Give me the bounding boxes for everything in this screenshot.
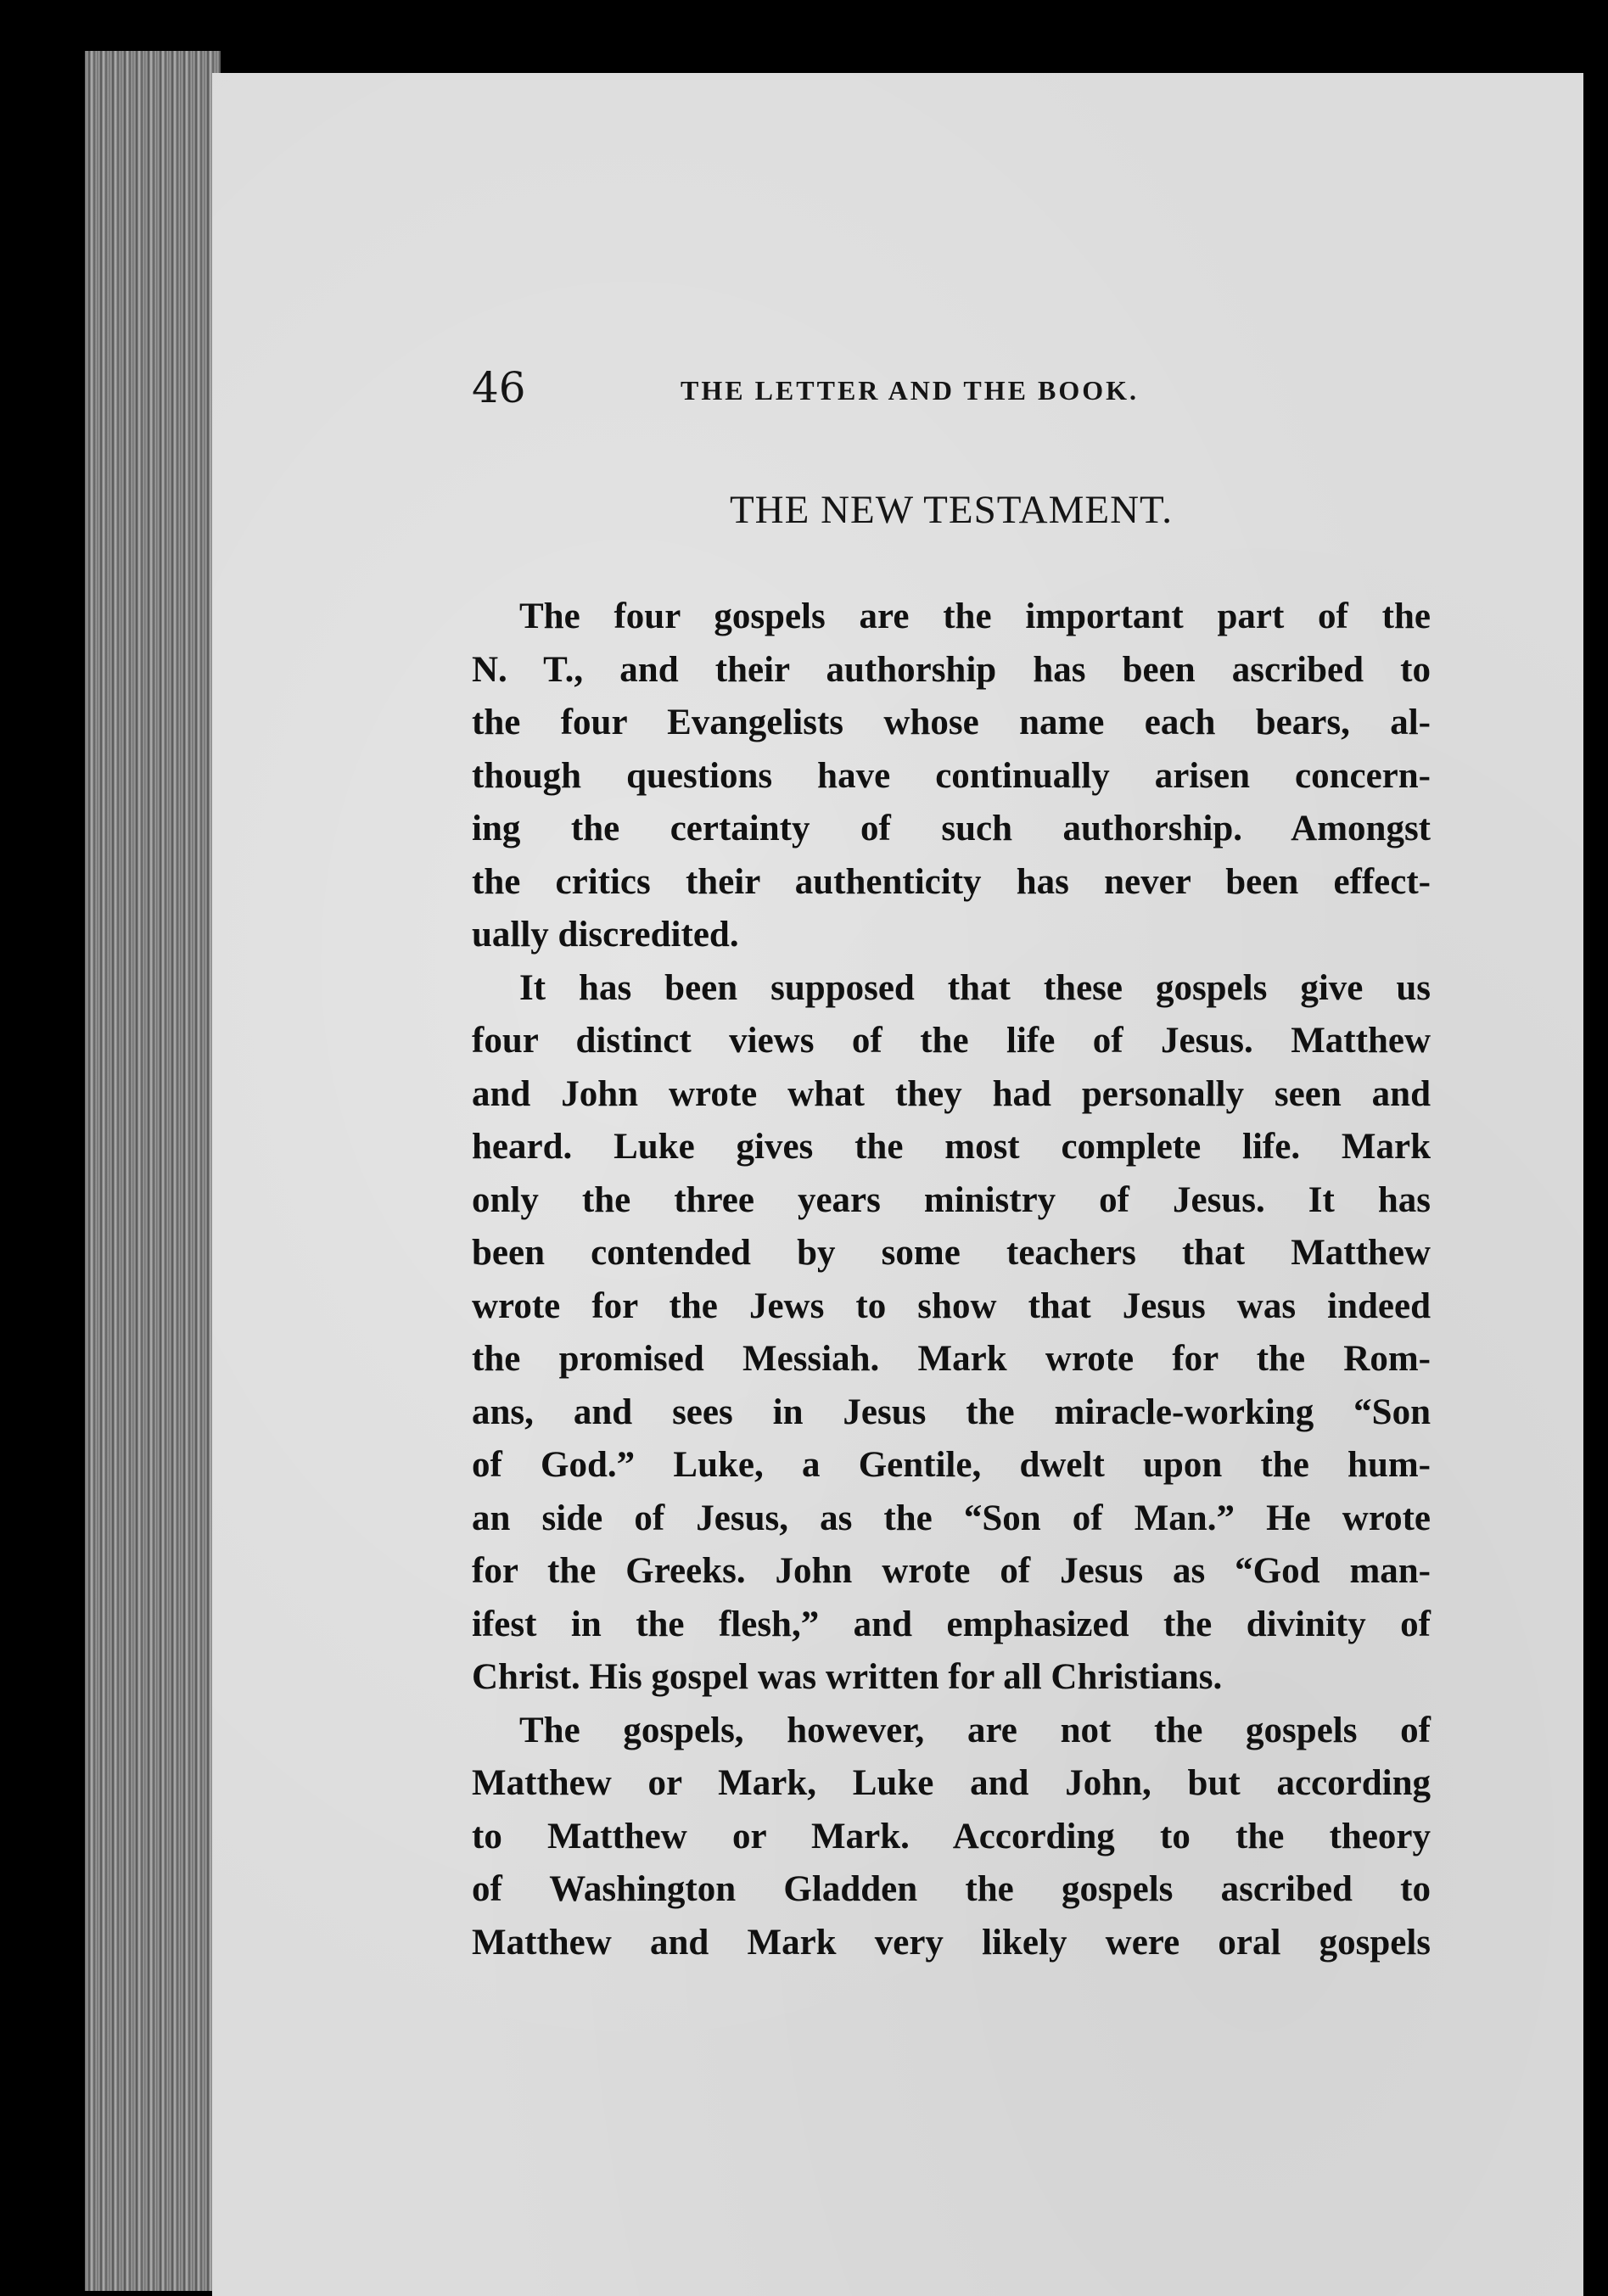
text-line: Matthew and Mark very likely were oral gospels — [472, 1922, 1431, 1963]
scan-border-right — [1583, 0, 1608, 2296]
text-line: an side of Jesus, as the “Son of Man.” He wrote — [472, 1498, 1431, 1538]
text-line: Christ. His gospel was written for all Christians. — [472, 1657, 1223, 1697]
running-head: THE LETTER AND THE BOOK. — [681, 375, 1139, 406]
text-line: to Matthew or Mark. According to the theory — [472, 1816, 1431, 1856]
text-line: and John wrote what they had personally seen and — [472, 1073, 1431, 1114]
page-number: 46 — [472, 363, 526, 412]
page-header — [472, 363, 1431, 423]
text-line: of Washington Gladden the gospels ascribed to — [472, 1869, 1431, 1909]
text-line: wrote for the Jews to show that Jesus was indeed — [472, 1285, 1431, 1326]
text-line: the four Evangelists whose name each bears, al- — [472, 703, 1431, 742]
text-line: of God.” Luke, a Gentile, dwelt upon the hum- — [472, 1445, 1431, 1485]
text-line: heard. Luke gives the most complete life. Mark — [472, 1127, 1431, 1167]
text-line: been contended by some teachers that Matthew — [472, 1233, 1431, 1273]
paragraph-1 — [472, 591, 1431, 962]
text-line: only the three years ministry of Jesus. It has — [472, 1179, 1431, 1220]
section-title: THE NEW TESTAMENT. — [729, 488, 1174, 532]
text-line: The four gospels are the important part of the — [519, 596, 1431, 636]
text-line: though questions have continually arisen concern- — [472, 755, 1431, 796]
body-text — [472, 591, 1431, 1969]
text-line: N. T., and their authorship has been ascribed to — [472, 649, 1431, 690]
text-line: It has been supposed that these gospels give us — [519, 967, 1431, 1008]
page-stack-edges — [85, 51, 221, 2291]
text-line: four distinct views of the life of Jesus. Matthew — [472, 1021, 1431, 1061]
text-line: ing the certainty of such authorship. Amongst — [472, 809, 1431, 848]
paragraph-2 — [472, 962, 1431, 1705]
paragraph-3 — [472, 1705, 1431, 1970]
text-line: for the Greeks. John wrote of Jesus as “God man- — [472, 1551, 1431, 1591]
text-line: the promised Messiah. Mark wrote for the Rom- — [472, 1339, 1431, 1379]
text-line: ans, and sees in Jesus the miracle-working “Son — [472, 1392, 1431, 1432]
text-line: The gospels, however, are not the gospels of — [519, 1710, 1431, 1750]
text-line: the critics their authenticity has never been effect- — [472, 861, 1431, 902]
text-line: ifest in the flesh,” and emphasized the divinity of — [472, 1604, 1431, 1644]
text-line: ually discredited. — [472, 915, 739, 955]
text-line: Matthew or Mark, Luke and John, but according — [472, 1763, 1431, 1803]
